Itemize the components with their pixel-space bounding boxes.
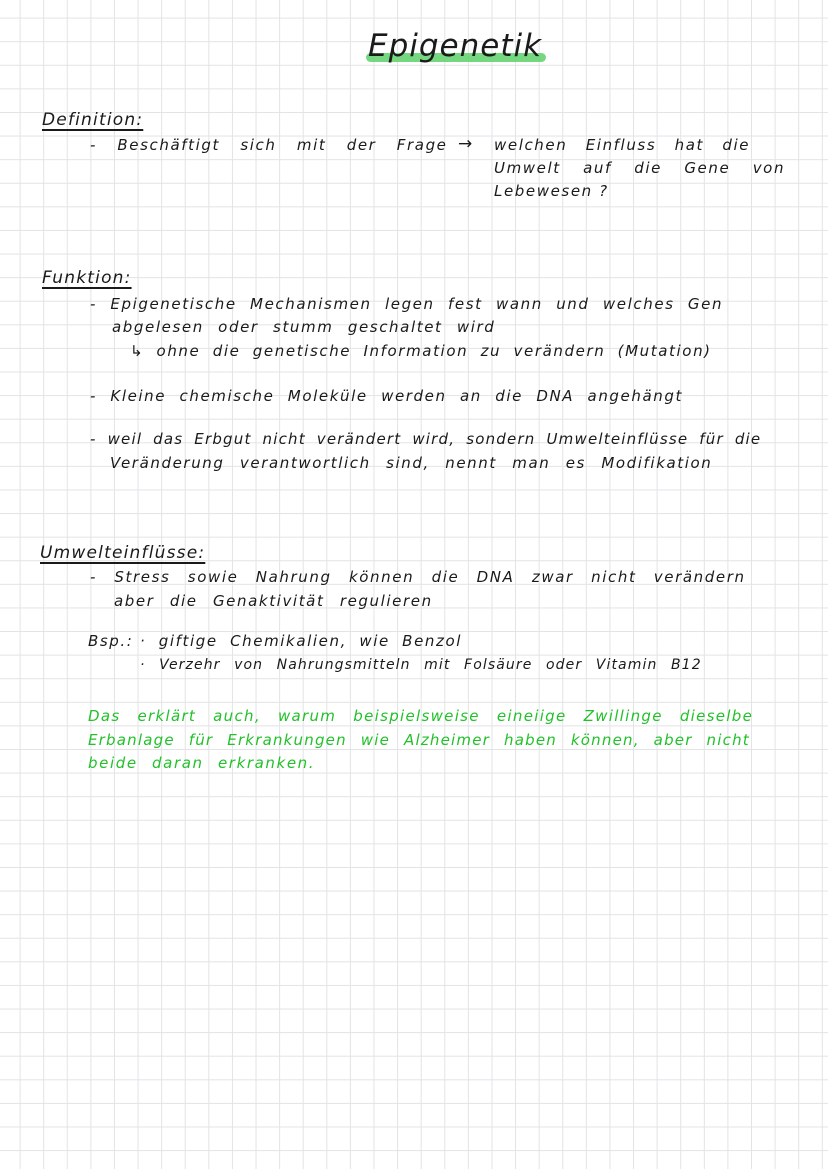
definition-line3: Lebewesen ?	[494, 182, 609, 200]
definition-line2: Umwelt auf die Gene von	[494, 159, 786, 177]
funktion-heading: Funktion:	[42, 268, 132, 288]
funktion-b1-sub: ↳ ohne die genetische Information zu verändern (Mutation)	[130, 342, 712, 360]
funktion-b1-line1: - Epigenetische Mechanismen legen fest wann und welches Gen	[90, 295, 724, 313]
definition-line1-left: - Beschäftigt sich mit der Frage	[90, 136, 448, 154]
umwelt-b1-line1: - Stress sowie Nahrung können die DNA zwar nicht verändern	[90, 568, 746, 586]
bsp-item-1: · giftige Chemikalien, wie Benzol	[140, 632, 463, 650]
definition-heading: Definition:	[42, 110, 144, 130]
conclusion-line3: beide daran erkranken.	[88, 754, 316, 772]
conclusion-line1: Das erklärt auch, warum beispielsweise eineiige Zwillinge dieselbe	[88, 707, 754, 725]
umwelt-heading: Umwelteinflüsse:	[40, 543, 206, 563]
funktion-b3-line1: - weil das Erbgut nicht verändert wird, sondern Umwelteinflüsse für die	[90, 430, 762, 448]
page-title: Epigenetik	[368, 28, 543, 64]
bsp-label: Bsp.:	[88, 632, 134, 650]
umwelt-b1-line2: aber die Genaktivität regulieren	[114, 592, 433, 610]
bsp-item-2: · Verzehr von Nahrungsmitteln mit Folsäure oder Vitamin B12	[140, 657, 702, 673]
funktion-b3-line2: Veränderung verantwortlich sind, nennt man es Modifikation	[110, 454, 713, 472]
definition-line1-right: welchen Einfluss hat die	[494, 136, 751, 154]
funktion-b1-line2: abgelesen oder stumm geschaltet wird	[112, 318, 496, 336]
funktion-b2: - Kleine chemische Moleküle werden an die DNA angehängt	[90, 387, 683, 405]
arrow-icon: →	[458, 134, 474, 154]
page-title-wrap	[368, 28, 542, 64]
conclusion-line2: Erbanlage für Erkrankungen wie Alzheimer haben können, aber nicht	[88, 731, 750, 749]
